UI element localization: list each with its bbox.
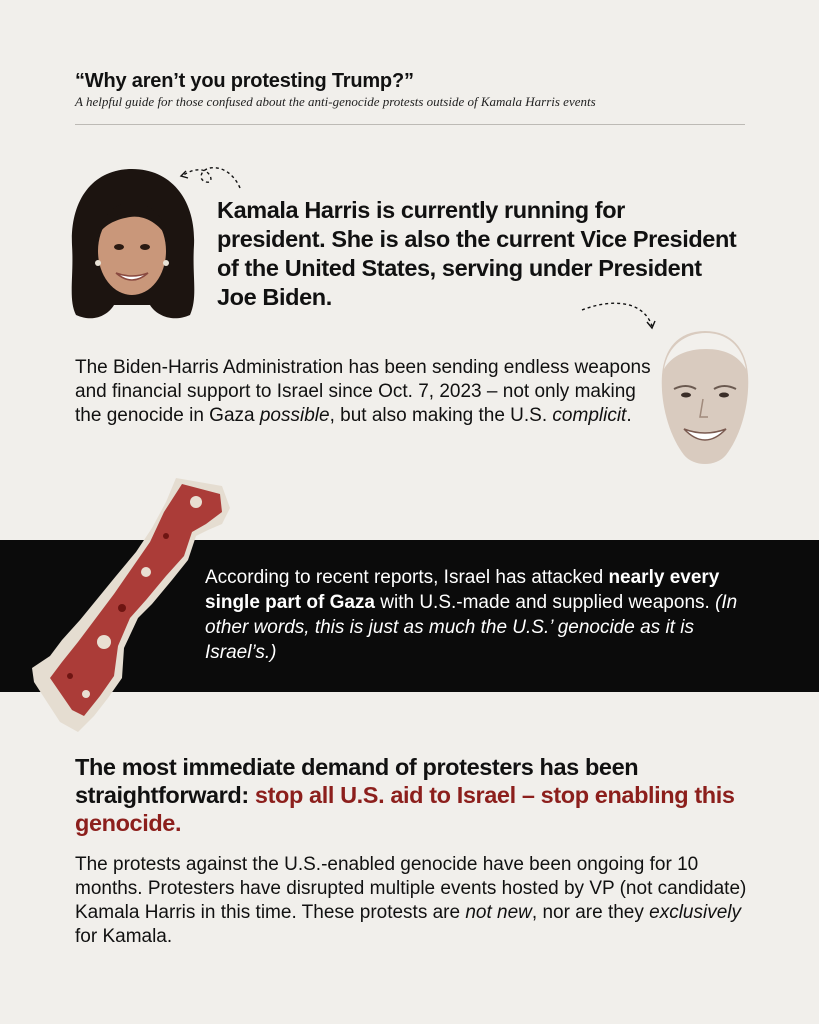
dashed-arrow-icon	[176, 160, 246, 194]
reports-paragraph: According to recent reports, Israel has attacked nearly every single part of Gaza with U.S.-made and supplied weapons. (In other words, this is just as much the U.S.’ genocide as it is Israel’s.)	[205, 567, 738, 663]
header-divider	[75, 124, 745, 125]
demand-highlight: stop all U.S. aid to Israel – stop enabling this genocide.	[75, 782, 735, 836]
biden-portrait-icon	[650, 325, 760, 475]
administration-paragraph: The Biden-Harris Administration has been sending endless weapons and financial support to Israel since Oct. 7, 2023 – not only making the genocide in Gaza possible, but also making the U.S. complicit.	[75, 357, 651, 426]
page-title: “Why aren’t you protesting Trump?”	[75, 70, 414, 92]
closing-paragraph: The protests against the U.S.-enabled genocide have been ongoing for 10 months. Protesters have disrupted multiple events hosted by VP (not candidate) Kamala Harris in this time. These protests are not new, nor are they exclusively for Kamala.	[75, 854, 747, 947]
demand-heading: The most immediate demand of protesters has been straightforward: stop all U.S. aid to Israel – stop enabling this genocide.	[75, 754, 735, 836]
header	[75, 70, 745, 110]
page-subtitle: A helpful guide for those confused about the anti-genocide protests outside of Kamala Harris events	[75, 94, 596, 109]
harris-intro-heading: Kamala Harris is currently running for president. She is also the current Vice President of the United States, serving under President Joe Biden.	[217, 197, 737, 310]
